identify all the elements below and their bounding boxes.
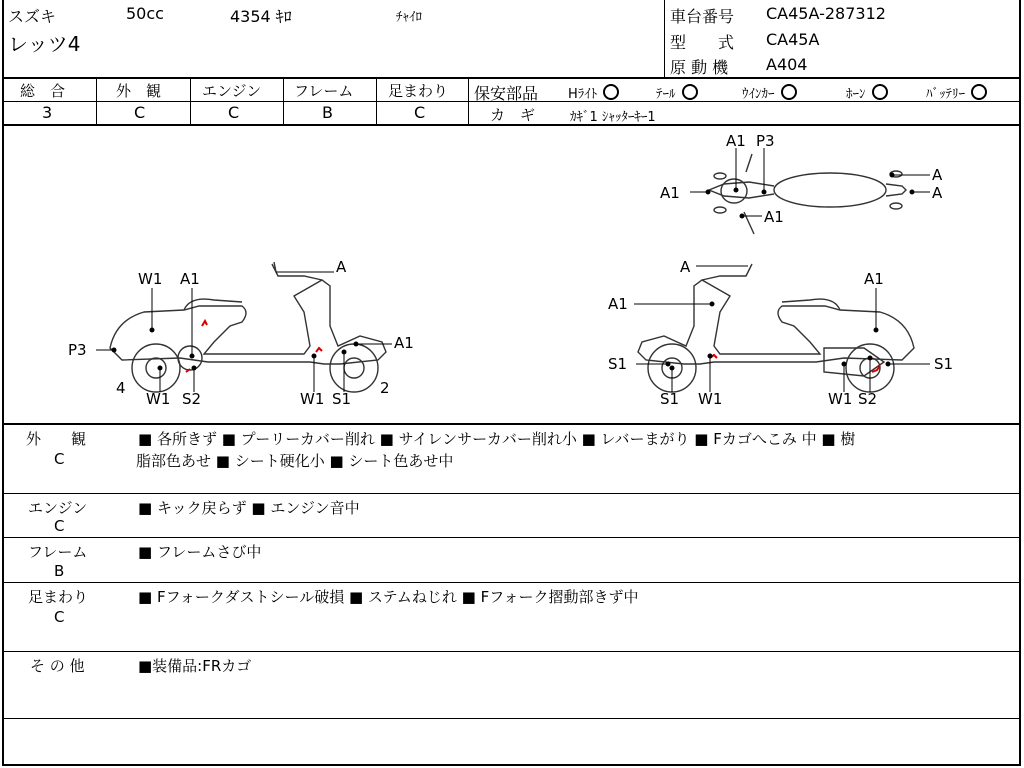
left-view-markers xyxy=(96,272,392,392)
diagram-label: A xyxy=(932,184,943,202)
color: ﾁｬｲﾛ xyxy=(396,10,422,25)
inspection-sheet xyxy=(2,0,1021,766)
remark-divider xyxy=(4,493,1019,494)
remark-text: ■装備品:FRカゴ xyxy=(138,657,252,675)
diagram-label: W1 xyxy=(828,390,853,408)
exterior-label: 外 観 xyxy=(116,82,162,100)
diagram-label: W1 xyxy=(300,390,325,408)
remark-grade: C xyxy=(54,608,65,626)
grade-row-top-border xyxy=(4,77,1019,79)
remark-label: フレーム xyxy=(28,543,88,561)
diagram-label: A xyxy=(336,258,347,276)
damage-diagram xyxy=(4,126,1019,424)
remark-text-continued: 脂部色あせ ■ シート硬化小 ■ シート色あせ中 xyxy=(136,452,454,470)
diagram-label: A1 xyxy=(726,132,746,150)
frame-label: フレーム xyxy=(294,82,354,100)
remark-divider xyxy=(4,651,1019,652)
left-view-labels xyxy=(68,258,414,408)
diagram-label: S2 xyxy=(858,390,878,408)
diagram-label: A xyxy=(680,258,691,276)
displacement: 50cc xyxy=(126,4,164,23)
diagram-label: A1 xyxy=(660,184,680,202)
right-view-markers xyxy=(634,266,930,392)
key-label: カ ギ xyxy=(490,106,536,124)
diagram-label: S2 xyxy=(182,390,202,408)
remark-label: エンジン xyxy=(28,499,88,517)
diagram-label: A xyxy=(932,166,943,184)
diagram-label: W1 xyxy=(698,390,723,408)
diagram-label: A1 xyxy=(394,334,414,352)
remark-text: ■ Fフォークダストシール破損 ■ ステムねじれ ■ Fフォーク摺動部きず中 xyxy=(138,588,639,606)
grade-mid-line xyxy=(4,101,468,102)
remark-grade: C xyxy=(54,517,65,535)
model-name: レッツ4 xyxy=(8,32,81,56)
remark-text: ■ 各所きず ■ プーリーカバー削れ ■ サイレンサーカバー削れ小 ■ レバーまがり ■ Fカゴへこみ 中 ■ 樹 xyxy=(138,430,856,448)
diagram-label: A1 xyxy=(608,295,628,313)
safety-item-winker: ｳｲﾝｶｰ xyxy=(742,83,797,102)
diagram-label: P3 xyxy=(756,132,775,150)
remarks-top-border xyxy=(4,423,1019,425)
type-value: CA45A xyxy=(766,30,820,49)
safety-item-headlight: Hﾗｲﾄ xyxy=(568,83,619,102)
overall-label: 総 合 xyxy=(20,82,66,100)
diagram-label: A1 xyxy=(180,270,200,288)
top-view-markers xyxy=(690,148,930,218)
diagram-label: 4 xyxy=(116,379,126,397)
remark-label: 足まわり xyxy=(28,588,89,606)
key-value: ｶｷﾞ1 ｼｬｯﾀｰｷｰ1 xyxy=(570,110,656,125)
remark-text: ■ フレームさび中 xyxy=(138,543,262,561)
diagram-label: W1 xyxy=(138,270,163,288)
overall-value: 3 xyxy=(42,103,53,122)
engine-value: A404 xyxy=(766,55,808,74)
remark-label: そ の 他 xyxy=(30,657,85,675)
diagram-label: S1 xyxy=(934,355,954,373)
ok-circle-icon xyxy=(781,84,797,100)
frame-value: B xyxy=(322,103,333,122)
ok-circle-icon xyxy=(682,84,698,100)
exterior-value: C xyxy=(134,103,146,122)
engine-label: 原 動 機 xyxy=(670,58,729,77)
engine-grade-value: C xyxy=(228,103,240,122)
chassis-label: 車台番号 xyxy=(670,7,735,26)
mileage: 4354 ｷﾛ xyxy=(230,7,292,26)
remark-divider xyxy=(4,537,1019,538)
engine-grade-label: エンジン xyxy=(202,82,262,100)
chassis-value: CA45A-287312 xyxy=(766,4,886,23)
diagram-label: 2 xyxy=(380,379,390,397)
safety-label: 保安部品 xyxy=(474,84,539,103)
suspension-label: 足まわり xyxy=(388,82,449,100)
right-view-labels xyxy=(608,258,953,408)
remark-grade: C xyxy=(54,450,65,468)
scooter-top-view xyxy=(709,154,906,234)
diagram-label: P3 xyxy=(68,341,87,359)
damage-marks-left xyxy=(186,321,322,372)
header-divider xyxy=(664,0,665,78)
remark-grade: B xyxy=(54,562,65,580)
diagram-label: S1 xyxy=(332,390,352,408)
damage-marks-right xyxy=(710,355,880,372)
diagram-label: W1 xyxy=(146,390,171,408)
ok-circle-icon xyxy=(872,84,888,100)
maker: スズキ xyxy=(8,7,57,26)
safety-item-tail: ﾃｰﾙ xyxy=(656,83,698,102)
diagram-label: A1 xyxy=(864,270,884,288)
remark-divider xyxy=(4,718,1019,719)
safety-item-horn: ﾎｰﾝ xyxy=(846,83,888,102)
ok-circle-icon xyxy=(971,84,987,100)
remark-text: ■ キック戻らず ■ エンジン音中 xyxy=(138,499,360,517)
safety-item-battery: ﾊﾞｯﾃﾘｰ xyxy=(926,83,987,102)
type-label: 型 式 xyxy=(670,33,735,52)
diagram-label: S1 xyxy=(660,390,680,408)
remark-label: 外 観 xyxy=(26,430,87,448)
remark-divider xyxy=(4,582,1019,583)
diagram-label: S1 xyxy=(608,355,628,373)
ok-circle-icon xyxy=(603,84,619,100)
suspension-value: C xyxy=(414,103,426,122)
diagram-label: A1 xyxy=(764,208,784,226)
top-view-labels xyxy=(660,132,943,226)
